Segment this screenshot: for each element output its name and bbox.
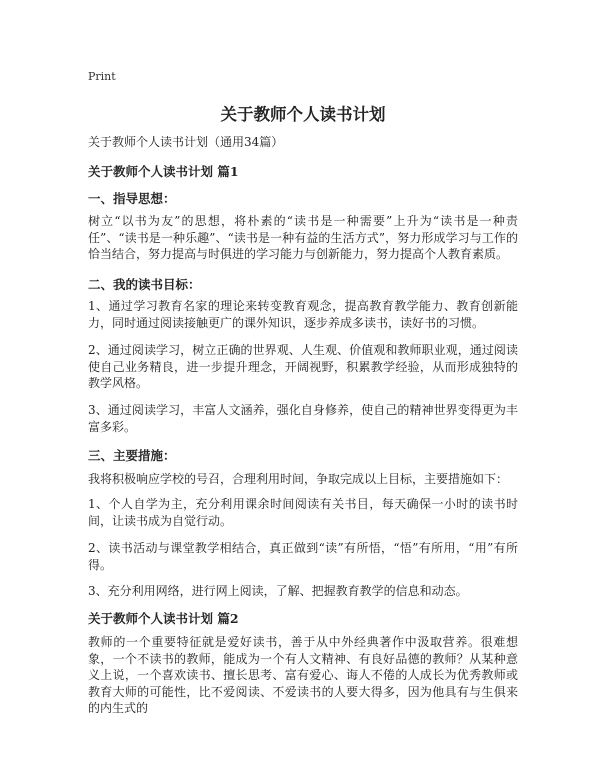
goal-3-paragraph: 3、通过阅读学习，丰富人文涵养，强化自身修养，使自己的精神世界变得更为丰富多彩。 xyxy=(88,403,518,434)
section1-heading: 关于教师个人读书计划 篇1 xyxy=(88,164,239,179)
document-subtitle: 关于教师个人读书计划（通用34篇） xyxy=(88,135,284,149)
document-title: 关于教师个人读书计划 xyxy=(220,105,386,124)
goal-1-paragraph: 1、通过学习教育名家的理论来转变教育观念，提高教育教学能力、教育创新能力，同时通过阅读接触更广的课外知识，逐步养成多读书，读好书的习惯。 xyxy=(88,299,518,330)
guiding-thought-paragraph: 树立“以书为友”的思想，将朴素的“读书是一种需要”上升为“读书是一种责任”、“读书是一种乐趣”、“读书是一种有益的生活方式”，努力形成学习与工作的恰当结合，努力提高与时俱进的学习能力与创新能力，努力提高个人教育素质。 xyxy=(88,214,518,261)
measures-heading: 三、主要措施： xyxy=(88,448,176,463)
section2-paragraph-1: 教师的一个重要特征就是爱好读书，善于从中外经典著作中汲取营养。很难想象，一个不读书的教师，能成为一个有人文精神、有良好品德的教师？从某种意义上说，一个喜欢读书、擅长思考、富有爱心、诲人不倦的人成长为优秀教师或教育大师的可能性，比不爱阅读、不爱读书的人要大得多，因为他具有与生俱来的内生式的 xyxy=(88,635,518,715)
measure-2-paragraph: 2、读书活动与课堂教学相结合，真正做到“读”有所悟，“悟”有所用，“用”有所得。 xyxy=(88,541,518,572)
measure-1-paragraph: 1、个人自学为主，充分利用课余时间阅读有关书目，每天确保一小时的读书时间，让读书成为自觉行动。 xyxy=(88,497,518,528)
goal-2-paragraph: 2、通过阅读学习，树立正确的世界观、人生观、价值观和教师职业观，通过阅读使自己业务精良，进一步提升理念，开阔视野，积累教学经验，从而形成独特的教学风格。 xyxy=(88,343,518,390)
guiding-thought-heading: 一、指导思想： xyxy=(88,191,176,206)
measures-intro-paragraph: 我将积极响应学校的号召，合理利用时间，争取完成以上目标，主要措施如下： xyxy=(88,472,509,486)
measure-3-paragraph: 3、充分利用网络，进行网上阅读，了解、把握教育教学的信息和动态。 xyxy=(88,584,468,598)
section2-heading: 关于教师个人读书计划 篇2 xyxy=(88,611,239,626)
print-label: Print xyxy=(88,70,116,83)
reading-goals-heading: 二、我的读书目标： xyxy=(88,277,201,292)
